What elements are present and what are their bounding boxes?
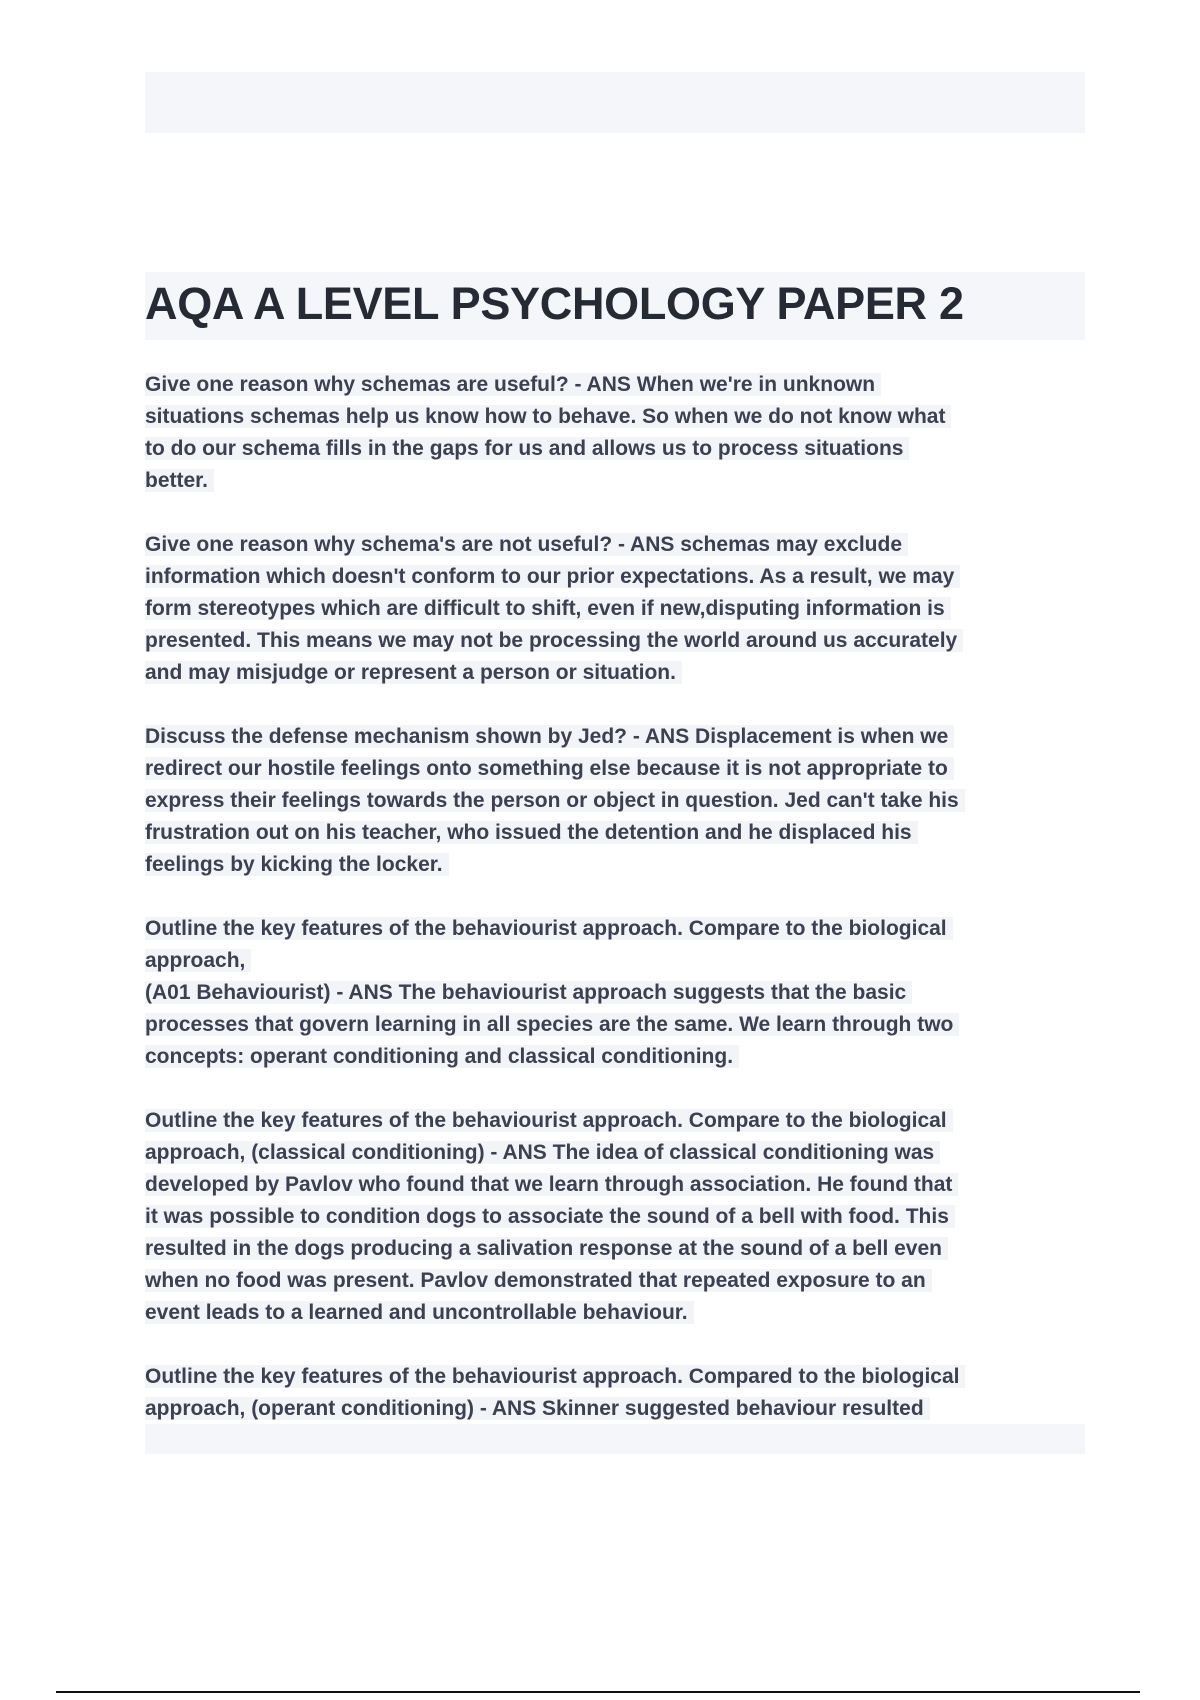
document-body (145, 369, 1105, 1457)
text-line (145, 913, 1105, 945)
text-line-content: approach, (145, 949, 251, 972)
qa-paragraph (145, 529, 1105, 689)
qa-paragraph (145, 369, 1105, 497)
text-line (145, 625, 1105, 657)
text-line (145, 1297, 1105, 1329)
text-line-content: information which doesn't conform to our prior expectations. As a result, we may (145, 565, 960, 588)
footer-divider (56, 1691, 1140, 1693)
text-line-content: and may misjudge or represent a person or situation. (145, 661, 682, 684)
text-line (145, 721, 1105, 753)
qa-paragraph (145, 913, 1105, 1073)
text-line (145, 465, 1105, 497)
text-line-content: it was possible to condition dogs to associate the sound of a bell with food. This (145, 1205, 955, 1228)
text-line-content: Give one reason why schema's are not useful? - ANS schemas may exclude (145, 533, 908, 556)
text-line-content: processes that govern learning in all species are the same. We learn through two (145, 1013, 959, 1036)
text-line (145, 593, 1105, 625)
header-band (145, 72, 1085, 133)
text-line (145, 1137, 1105, 1169)
text-line (145, 529, 1105, 561)
text-line (145, 849, 1105, 881)
text-line-content: approach, (operant conditioning) - ANS Skinner suggested behaviour resulted (145, 1397, 930, 1420)
text-line (145, 1393, 1105, 1425)
text-line (145, 817, 1105, 849)
text-line (145, 977, 1105, 1009)
text-line-content: (A01 Behaviourist) - ANS The behaviourist approach suggests that the basic (145, 981, 912, 1004)
text-line-content: Discuss the defense mechanism shown by Jed? - ANS Displacement is when we (145, 725, 954, 748)
text-line-content: feelings by kicking the locker. (145, 853, 449, 876)
text-line-content: developed by Pavlov who found that we learn through association. He found that (145, 1173, 958, 1196)
qa-paragraph (145, 721, 1105, 881)
text-line-content: Give one reason why schemas are useful? - ANS When we're in unknown (145, 373, 881, 396)
text-line (145, 785, 1105, 817)
text-line (145, 1361, 1105, 1393)
qa-paragraph (145, 1105, 1105, 1329)
text-line (145, 1041, 1105, 1073)
text-line (145, 657, 1105, 689)
text-line (145, 1169, 1105, 1201)
text-line-content: express their feelings towards the person or object in question. Jed can't take his (145, 789, 965, 812)
footer-band (145, 1424, 1085, 1454)
text-line (145, 1105, 1105, 1137)
text-line-content: Outline the key features of the behaviourist approach. Compare to the biological (145, 1109, 953, 1132)
text-line-content: event leads to a learned and uncontrollable behaviour. (145, 1301, 694, 1324)
text-line (145, 1201, 1105, 1233)
text-line-content: presented. This means we may not be processing the world around us accurately (145, 629, 963, 652)
text-line-content: Outline the key features of the behaviourist approach. Compared to the biological (145, 1365, 965, 1388)
text-line-content: approach, (classical conditioning) - ANS The idea of classical conditioning was (145, 1141, 940, 1164)
text-line (145, 561, 1105, 593)
text-line (145, 1265, 1105, 1297)
text-line (145, 945, 1105, 977)
text-line-content: Outline the key features of the behaviourist approach. Compare to the biological (145, 917, 953, 940)
text-line-content: form stereotypes which are difficult to shift, even if new,disputing information is (145, 597, 951, 620)
text-line (145, 753, 1105, 785)
text-line-content: concepts: operant conditioning and classical conditioning. (145, 1045, 739, 1068)
text-line (145, 433, 1105, 465)
page-title: AQA A LEVEL PSYCHOLOGY PAPER 2 (145, 278, 964, 329)
text-line-content: when no food was present. Pavlov demonstrated that repeated exposure to an (145, 1269, 932, 1292)
title-box (145, 272, 1085, 340)
text-line-content: to do our schema fills in the gaps for us and allows us to process situations (145, 437, 909, 460)
text-line (145, 369, 1105, 401)
text-line-content: frustration out on his teacher, who issued the detention and he displaced his (145, 821, 918, 844)
text-line-content: situations schemas help us know how to behave. So when we do not know what (145, 405, 951, 428)
text-line (145, 1233, 1105, 1265)
text-line (145, 401, 1105, 433)
qa-paragraph (145, 1361, 1105, 1425)
text-line-content: better. (145, 469, 214, 492)
text-line-content: resulted in the dogs producing a salivation response at the sound of a bell even (145, 1237, 948, 1260)
text-line (145, 1009, 1105, 1041)
text-line-content: redirect our hostile feelings onto something else because it is not appropriate to (145, 757, 954, 780)
